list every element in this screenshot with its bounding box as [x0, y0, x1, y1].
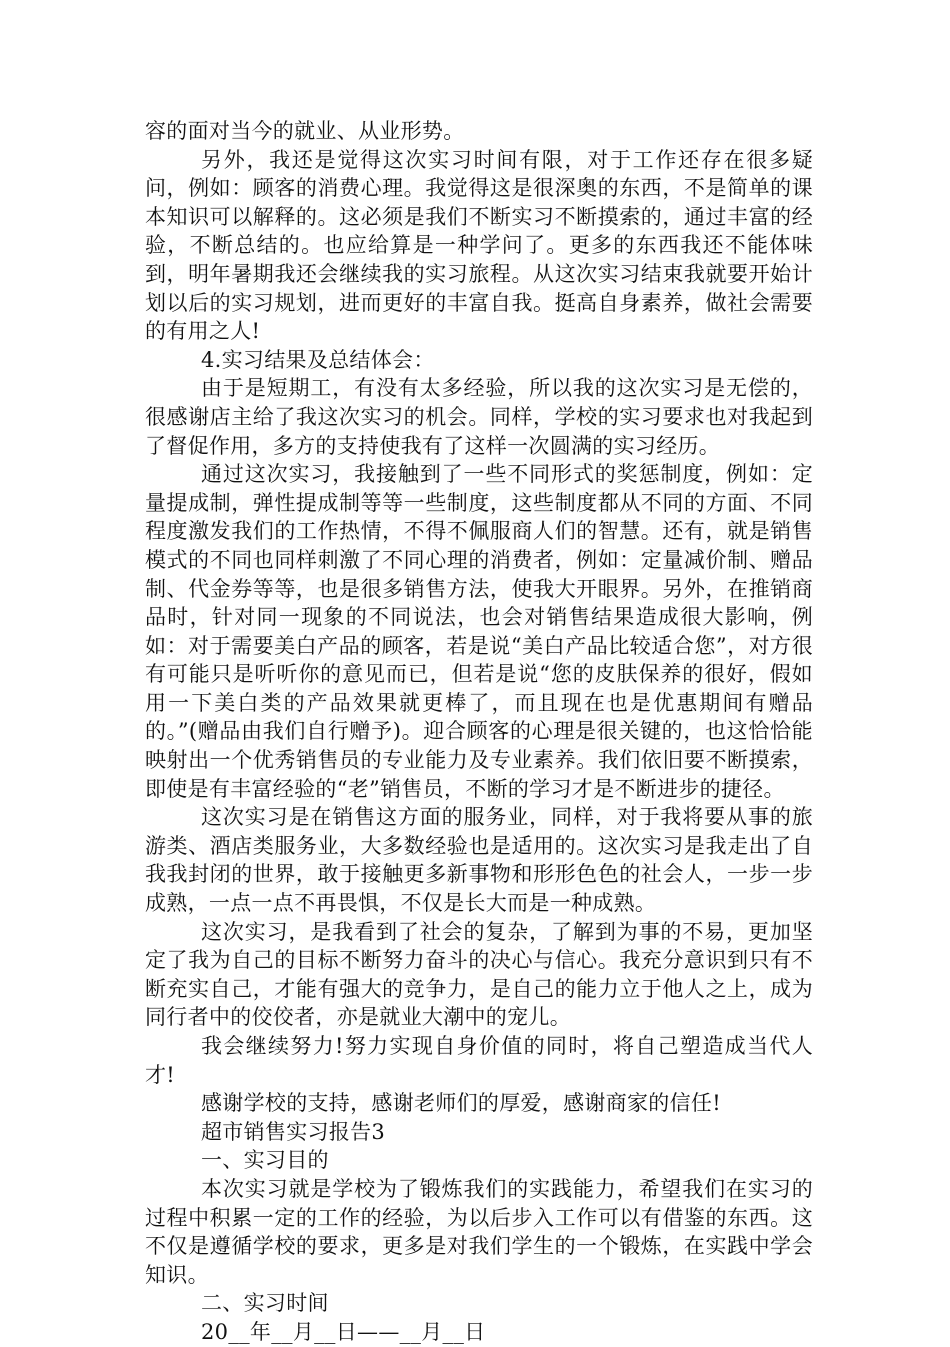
section-heading-purpose: 一、实习目的	[201, 1148, 329, 1173]
paragraph-service-industry: 这次实习是在销售这方面的服务业，同样，对于我将要从事的旅游类、酒店类服务业，大多数经验也是适用的。这次实习是我走出了自我我封闭的世界，敢于接触更多新事物和形形色色的社会人，一步一步成熟，一点一点不再畏惧，不仅是长大而是一种成熟。	[145, 805, 813, 916]
paragraph-reflection: 另外，我还是觉得这次实习时间有限，对于工作还存在很多疑问，例如：顾客的消费心理。我觉得这是很深奥的东西，不是简单的课本知识可以解释的。这必须是我们不断实习不断摸索的，通过丰富的经验，不断总结的。也应给算是一种学问了。更多的东西我还不能体味到，明年暑期我还会继续我的实习旅程。从这次实习结束我就要开始计划以后的实习规划，进而更好的丰富自我。挺高自身素养，做社会需要的有用之人!	[145, 147, 813, 344]
paragraph-society: 这次实习，是我看到了社会的复杂，了解到为事的不易，更加坚定了我为自己的目标不断努力奋斗的决心与信心。我充分意识到只有不断充实自己，才能有强大的竞争力，是自己的能力立于他人之上，成为同行者中的佼佼者，亦是就业大潮中的宠儿。	[145, 919, 813, 1030]
section-heading-results: 4.实习结果及总结体会：	[201, 347, 435, 372]
internship-dates: 20__年__月__日——__月__日	[201, 1319, 486, 1344]
paragraph-reward-systems: 通过这次实习，我接触到了一些不同形式的奖惩制度，例如：定量提成制，弹性提成制等等一些制度，这些制度都从不同的方面、不同程度激发我们的工作热情，不得不佩服商人们的智慧。还有，就是销售模式的不同也同样刺激了不同心理的消费者，例如：定量减价制、赠品制、代金券等等，也是很多销售方法，使我大开眼界。另外，在推销商品时，针对同一现象的不同说法，也会对销售结果造成很大影响，例如：对于需要美白产品的顾客，若是说“美白产品比较适合您”，对方很有可能只是听听你的意见而已，但若是说“您的皮肤保养的很好，假如用一下美白类的产品效果就更棒了，而且现在也是优惠期间有赠品的。”(赠品由我们自行赠予)。迎合顾客的心理是很关键的，也这恰恰能映射出一个优秀销售员的专业能力及专业素养。我们依旧要不断摸索，即使是有丰富经验的“老”销售员，不断的学习才是不断进步的捷径。	[145, 462, 813, 801]
document-body	[145, 117, 813, 1347]
report-title: 超市销售实习报告3	[201, 1119, 386, 1144]
section-heading-time: 二、实习时间	[201, 1291, 329, 1316]
paragraph-thanks: 感谢学校的支持，感谢老师们的厚爱，感谢商家的信任!	[201, 1091, 721, 1116]
paragraph-short-term: 由于是短期工，有没有太多经验，所以我的这次实习是无偿的，很感谢店主给了我这次实习的机会。同样，学校的实习要求也对我起到了督促作用，多方的支持使我有了这样一次圆满的实习经历。	[145, 376, 813, 458]
paragraph-keep-working: 我会继续努力!努力实现自身价值的同时，将自己塑造成当代人才!	[145, 1034, 813, 1087]
paragraph-continuation: 容的面对当今的就业、从业形势。	[145, 119, 465, 143]
paragraph-purpose: 本次实习就是学校为了锻炼我们的实践能力，希望我们在实习的过程中积累一定的工作的经验，为以后步入工作可以有借鉴的东西。这不仅是遵循学校的要求，更多是对我们学生的一个锻炼，在实践中学会知识。	[145, 1176, 813, 1287]
